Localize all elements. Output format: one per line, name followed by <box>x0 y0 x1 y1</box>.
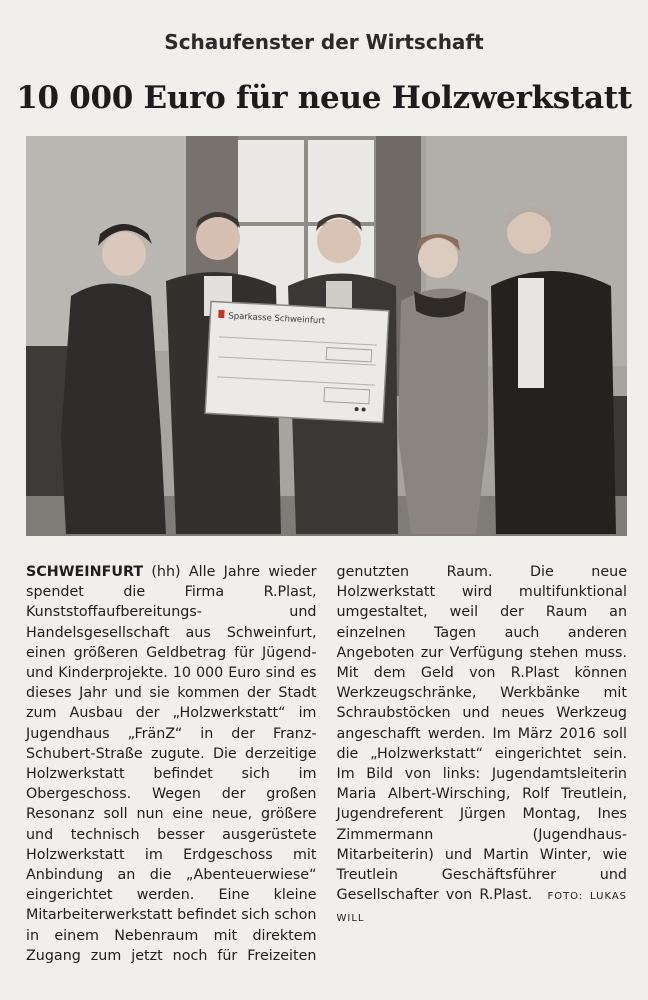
article-text: Alle Jahre wieder spendet die Firma R.Plast, Kunststoffaufbereitungs- und Handelsgesellschaft aus Schweinfurt, einen größeren Geldbetrag für Jügend- und Kinderprojekte. 10 000 Euro sind es dieses Jahr und sie kommen der Stadt zum Ausbau der „Holzwerkstatt“ im Jugendhaus „FränZ“ in der Franz-Schubert-Straße zugute. Die derzeitige Holzwerkstatt befindet sich im Obergeschoss. Wegen der großen Resonanz soll nun eine neue, größere und technisch besser ausgerüstete Holzwerkstatt im Erdgeschoss mit Anbindung an die „Abenteuerwiese“ eingerichtet werden. Eine kleine Mitarbeiterwerkstatt befindet sich schon in einem Nebenraum mit direktem Zugang zum jetzt noch für Freizeiten genutzten Raum. Die neue Holzwerkstatt wird multifunktional umgestaltet, weil der Raum an einzelnen Tagen auch anderen Angeboten zur Verfügung stehen muss. Mit dem Geld von R.Plast können Werkzeugschränke, Werkbänke mit Schraubstöcken und neues Werkzeug angeschafft werden. Im März 2016 soll die „Holzwerkstatt“ eingerichtet sein. Im Bild von links: Jugendamtsleiterin Maria Albert-Wirsching, Rolf Treutlein, Jugendreferent Jürgen Montag, Ines Zimmermann (Jugendhaus-Mitarbeiterin) und Martin Winter, wie Treutlein Geschäftsführer und Gesellschafter von R.Plast. <box>26 564 627 964</box>
article-byline: (hh) <box>151 564 181 580</box>
donation-check <box>205 301 389 422</box>
headline: 10 000 Euro für neue Holzwerkstatt <box>16 80 632 116</box>
article-body <box>26 562 627 982</box>
section-rubric: Schaufenster der Wirtschaft <box>164 30 484 54</box>
check-bank-name: Sparkasse Schweinfurt <box>228 311 326 327</box>
article-dateline: SCHWEINFURT <box>26 564 144 580</box>
article-photo <box>26 136 627 536</box>
photo-credit: FOTO: LUKAS WILL <box>336 891 628 925</box>
